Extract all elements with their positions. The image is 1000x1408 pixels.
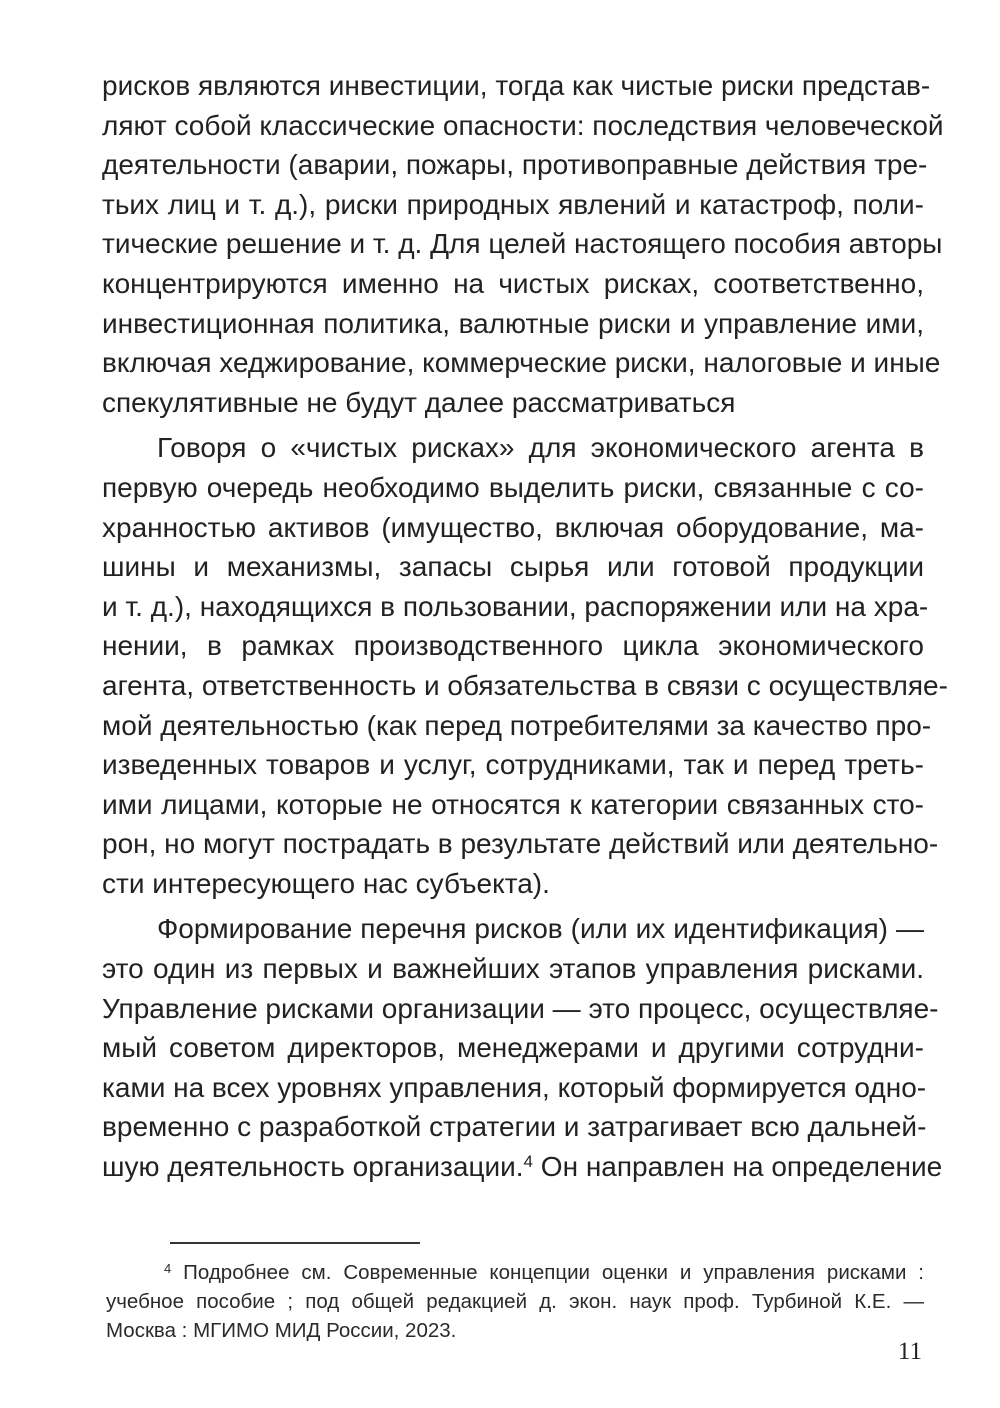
- footnote-line: [106, 1258, 924, 1287]
- paragraph-3: [102, 909, 943, 1186]
- text-line: первую очередь необходимо выделить риски, связанные с со-: [102, 471, 924, 503]
- text-line: инвестиционная политика, валютные риски и управление ими,: [102, 307, 924, 339]
- text-line: шины и механизмы, запасы сырья или готовой продукции: [102, 551, 924, 583]
- footnote-text: Подробнее см. Современные концепции оценки и управления рисками :: [183, 1261, 924, 1284]
- text-line: тьих лиц и т. д.), риски природных явлений и катастроф, поли-: [102, 188, 924, 220]
- text-line: временно с разработкой стратегии и затрагивает всю дальней-: [102, 1111, 927, 1143]
- text-line: Формирование перечня рисков (или их идентификация) —: [157, 913, 924, 945]
- footnote-reference[interactable]: 4: [523, 1152, 534, 1172]
- text-line: спекулятивные не будут далее рассматриваться: [102, 386, 736, 418]
- paragraph-1: [102, 66, 944, 422]
- text-line: Управление рисками организации — это процесс, осуществляе-: [102, 992, 939, 1024]
- text-line: и т. д.), находящихся в пользовании, распоряжении или на хра-: [102, 590, 929, 622]
- text-line: тические решение и т. д. Для целей настоящего пособия авторы: [102, 228, 943, 260]
- footnote: [106, 1258, 924, 1345]
- main-text: [102, 66, 948, 1187]
- text-line: [102, 1147, 943, 1187]
- text-line: хранностью активов (имущество, включая оборудование, ма-: [102, 511, 924, 543]
- text-line: ляют собой классические опасности: последствия человеческой: [102, 109, 944, 141]
- text-line: изведенных товаров и услуг, сотрудниками, так и перед треть-: [102, 749, 924, 781]
- text-line: Говоря о «чистых рисках» для экономического агента в: [157, 432, 924, 464]
- text-line: включая хеджирование, коммерческие риски, налоговые и иные: [102, 347, 941, 379]
- text-fragment: шую деятельность организации.: [102, 1151, 524, 1183]
- footnote-marker: 4: [164, 1261, 172, 1276]
- text-line: рон, но могут пострадать в результате действий или деятельно-: [102, 828, 939, 860]
- footnote-line: учебное пособие ; под общей редакцией д. экон. наук проф. Турбиной К.Е. —: [106, 1290, 924, 1313]
- text-line: деятельности (аварии, пожары, противоправные действия тре-: [102, 149, 928, 181]
- paragraph-2: [102, 428, 948, 903]
- text-line: ими лицами, которые не относятся к категории связанных сто-: [102, 788, 924, 820]
- text-line: мой деятельностью (как перед потребителями за качество про-: [102, 709, 932, 741]
- text-line: сти интересующего нас субъекта).: [102, 867, 550, 899]
- page-number: 11: [897, 1338, 922, 1365]
- footnote-separator: [170, 1242, 420, 1244]
- text-line: рисков являются инвестиции, тогда как чистые риски представ-: [102, 70, 931, 101]
- text-line: ками на всех уровнях управления, который формируется одно-: [102, 1071, 927, 1103]
- text-line: нении, в рамках производственного цикла экономического: [102, 630, 924, 662]
- text-line: мый советом директоров, менеджерами и другими сотрудни-: [102, 1032, 924, 1064]
- footnote-line: Москва : МГИМО МИД России, 2023.: [106, 1319, 457, 1342]
- text-line: концентрируются именно на чистых рисках, соответственно,: [102, 267, 924, 299]
- text-line: это один из первых и важнейших этапов управления рисками.: [102, 953, 924, 985]
- text-line: агента, ответственность и обязательства в связи с осуществляе-: [102, 669, 948, 701]
- text-fragment: Он направлен на определение: [533, 1151, 943, 1183]
